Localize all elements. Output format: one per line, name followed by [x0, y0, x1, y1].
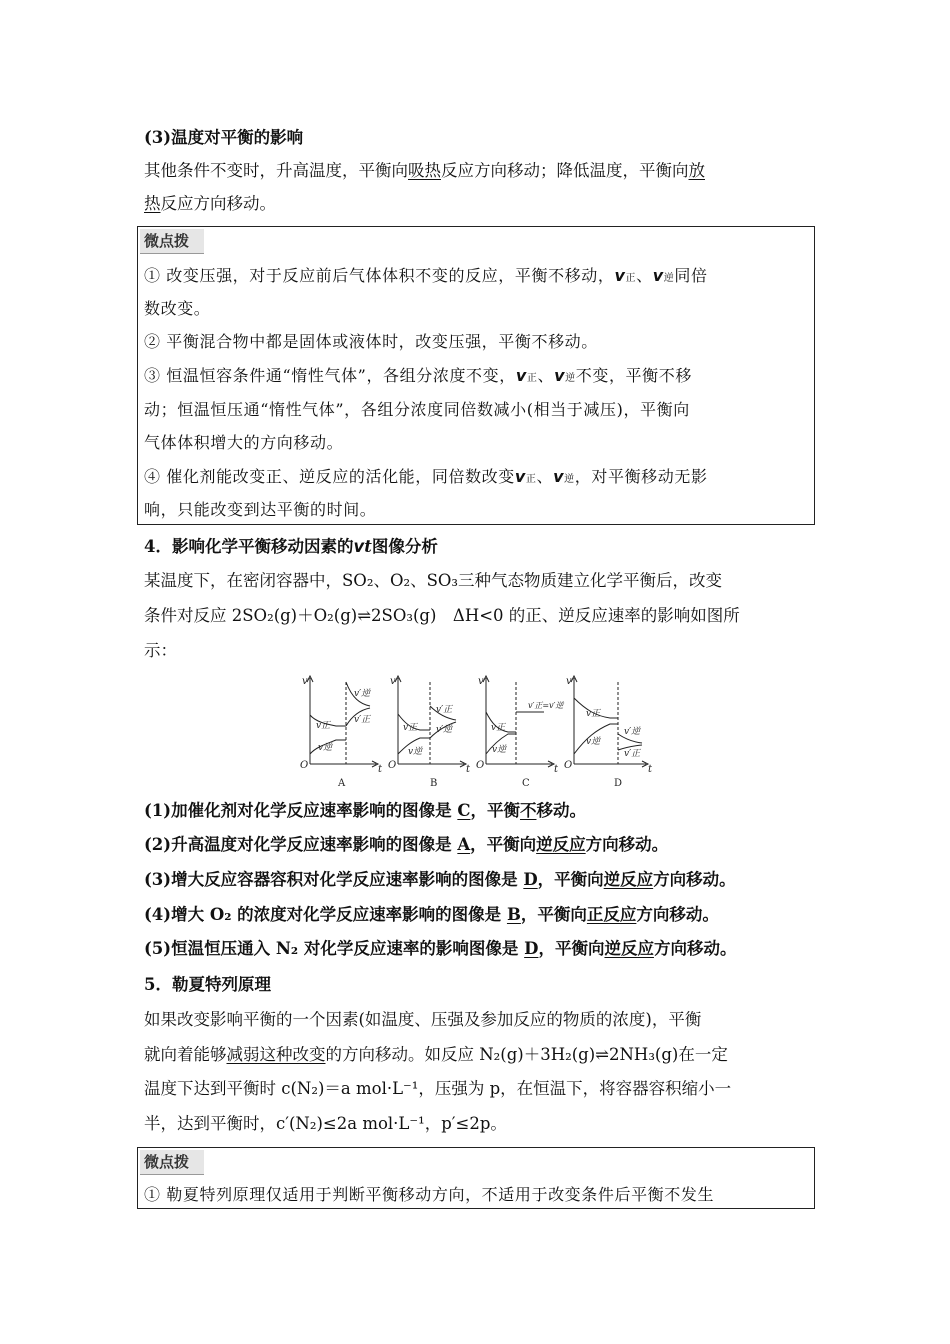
text: 反应方向移动。 — [160, 194, 276, 213]
section-4-heading — [144, 536, 438, 558]
answer: A — [457, 835, 471, 854]
v-symbol: v — [353, 537, 365, 556]
answer-blank: 减弱这种改变 — [226, 1045, 326, 1064]
section-3-heading: (3)温度对平衡的影响 — [144, 128, 304, 147]
text: 4．影响化学平衡移动因素的 — [144, 537, 354, 556]
text: ，对平衡移动无影 — [574, 467, 708, 486]
curve-label: v′正 — [436, 705, 453, 715]
curve-label: v′正 — [354, 715, 371, 725]
text: (2)升高温度对化学反应速率影响的图像是 — [144, 835, 458, 854]
text: ① 改变压强，对于反应前后气体体积不变的反应，平衡不移动， — [144, 266, 615, 285]
subscript: 正 — [526, 373, 538, 384]
curve-label: v正 — [316, 721, 331, 731]
answer: 逆反应 — [536, 835, 586, 854]
question-2 — [144, 834, 668, 856]
paragraph-line: 温度下达到平衡时 c(N₂)＝a mol·L⁻¹，压强为 p，在恒温下，将容器容积缩小一 — [144, 1079, 732, 1098]
curve-label: v逆 — [586, 737, 601, 747]
subscript: 逆 — [663, 273, 675, 284]
question-5 — [144, 938, 736, 960]
text: ，平衡向 — [470, 835, 537, 854]
text: (3)增大反应容器容积对化学反应速率影响的图像是 — [144, 870, 524, 889]
curve-label: v′正 — [624, 749, 641, 759]
origin-label: O — [476, 760, 485, 771]
curve-label: v′正=v′逆 — [528, 701, 564, 710]
answer-blank: 放 — [688, 161, 705, 180]
text: 方向移动。 — [636, 905, 719, 924]
text: ，平衡向 — [520, 905, 587, 924]
answer: 逆反应 — [603, 870, 654, 889]
text: 、 — [537, 366, 555, 385]
tip-box-1 — [137, 226, 815, 525]
subscript: 逆 — [564, 474, 575, 485]
curve-label: v正 — [586, 709, 601, 719]
axis-t-label: t — [378, 764, 383, 775]
curve-label: v′逆 — [624, 727, 641, 737]
tip-row: 数改变。 — [144, 299, 211, 318]
text: (4)增大 O₂ 的浓度对化学反应速率影响的图像是 — [144, 905, 507, 924]
text: 反应方向移动；降低温度，平衡向 — [441, 161, 689, 180]
text: 方向移动。 — [653, 939, 737, 958]
text: ，平衡 — [470, 801, 520, 820]
answer: 不 — [519, 801, 537, 820]
section-3-line-1 — [144, 160, 705, 182]
curve-label: v正 — [491, 723, 506, 733]
panel-label: A — [338, 778, 346, 789]
text: 方向移动。 — [653, 870, 736, 889]
axis-v-label: v — [302, 676, 308, 687]
axis-t-label: t — [466, 764, 471, 775]
text: 移动。 — [536, 801, 586, 820]
axis-v-label: v — [566, 676, 572, 687]
question-1 — [144, 800, 586, 822]
answer-blank: 热 — [144, 194, 161, 213]
tip-box-2 — [137, 1147, 815, 1209]
paragraph-line: 半，达到平衡时，c′(N₂)≤2a mol·L⁻¹，p′≤2p。 — [144, 1114, 507, 1133]
v-symbol: v — [614, 266, 626, 285]
paragraph-line: 示： — [144, 641, 177, 660]
curve-label: v逆 — [408, 747, 423, 757]
curve-label: v逆 — [492, 745, 507, 755]
text: ，平衡向 — [537, 870, 604, 889]
text: (1)加催化剂对化学反应速率影响的图像是 — [144, 801, 458, 820]
text: 方向移动。 — [585, 835, 669, 854]
panel-b — [395, 676, 466, 767]
answer: B — [506, 905, 521, 924]
paragraph-line: 某温度下，在密闭容器中，SO₂、O₂、SO₃三种气态物质建立化学平衡后，改变 — [144, 571, 723, 590]
axis-v-label: v — [478, 676, 484, 687]
origin-label: O — [388, 760, 397, 771]
tip-row — [144, 466, 708, 491]
answer: 逆反应 — [604, 939, 654, 958]
tip-row: 响，只能改变到达平衡的时间。 — [144, 500, 377, 519]
tip-row: 气体体积增大的方向移动。 — [144, 433, 344, 452]
subscript: 正 — [525, 474, 537, 485]
paragraph-line — [144, 1044, 728, 1066]
text: 就向着能够 — [144, 1045, 227, 1064]
tip-tag: 微点拨 — [140, 229, 204, 254]
text: ，平衡向 — [538, 939, 605, 958]
text: ④ 催化剂能改变正、逆反应的活化能，同倍数改变 — [144, 467, 515, 486]
panel-label: B — [430, 778, 438, 789]
vt-graph-figure — [296, 672, 658, 790]
tip-row: ② 平衡混合物中都是固体或液体时，改变压强，平衡不移动。 — [144, 332, 598, 351]
text: (5)恒温恒压通入 N₂ 对化学反应速率的影响图像是 — [144, 939, 525, 958]
axis-t-label: t — [554, 764, 559, 775]
answer: D — [524, 939, 539, 958]
section-3-line-2 — [144, 193, 276, 215]
panel-label: D — [614, 778, 623, 789]
answer-blank: 吸热 — [408, 161, 441, 180]
text: 的方向移动。如反应 N₂(g)＋3H₂(g)⇌2NH₃(g)在一定 — [325, 1045, 728, 1064]
question-3 — [144, 869, 736, 891]
curve-label: v逆 — [318, 743, 333, 753]
text: 不变，平衡不移 — [575, 366, 692, 385]
answer: D — [523, 870, 538, 889]
v-symbol: v — [514, 467, 526, 486]
subscript: 正 — [625, 273, 637, 284]
subscript: 逆 — [565, 373, 576, 384]
answer: 正反应 — [586, 905, 637, 924]
v-symbol: v — [515, 366, 527, 385]
tip-tag: 微点拨 — [140, 1150, 204, 1175]
text: 同倍 — [674, 266, 708, 285]
text: 、 — [636, 266, 653, 285]
answer: C — [457, 801, 471, 820]
section-5-heading: 5．勒夏特列原理 — [144, 975, 271, 994]
curve-label: v′逆 — [436, 725, 453, 735]
origin-label: O — [564, 760, 573, 771]
v-symbol: v — [553, 467, 565, 486]
text: 其他条件不变时，升高温度，平衡向 — [144, 161, 408, 180]
paragraph-line: 如果改变影响平衡的一个因素(如温度、压强及参加反应的物质的浓度)，平衡 — [144, 1010, 702, 1029]
tip-row — [144, 365, 692, 390]
axis-t-label: t — [648, 764, 653, 775]
paragraph-line: 条件对反应 2SO₂(g)＋O₂(g)⇌2SO₃(g) ΔH<0 的正、逆反应速率的影响如图所 — [144, 606, 740, 625]
origin-label: O — [300, 760, 309, 771]
curve-label: v正 — [403, 723, 418, 733]
t-symbol: t — [364, 537, 372, 556]
v-symbol: v — [554, 366, 566, 385]
curve-label: v′逆 — [354, 689, 371, 699]
text: 图像分析 — [371, 537, 438, 556]
text: 、 — [536, 467, 554, 486]
tip-row — [144, 265, 708, 290]
tip-row: 动；恒温恒压通“惰性气体”，各组分浓度同倍数减小(相当于减压)，平衡向 — [144, 400, 690, 419]
tip-row: ① 勒夏特列原理仅适用于判断平衡移动方向，不适用于改变条件后平衡不发生 — [144, 1185, 715, 1204]
axis-v-label: v — [390, 676, 396, 687]
text: ③ 恒温恒容条件通“惰性气体”，各组分浓度不变， — [144, 366, 516, 385]
question-4 — [144, 904, 719, 926]
panel-label: C — [522, 778, 530, 789]
v-symbol: v — [652, 266, 664, 285]
